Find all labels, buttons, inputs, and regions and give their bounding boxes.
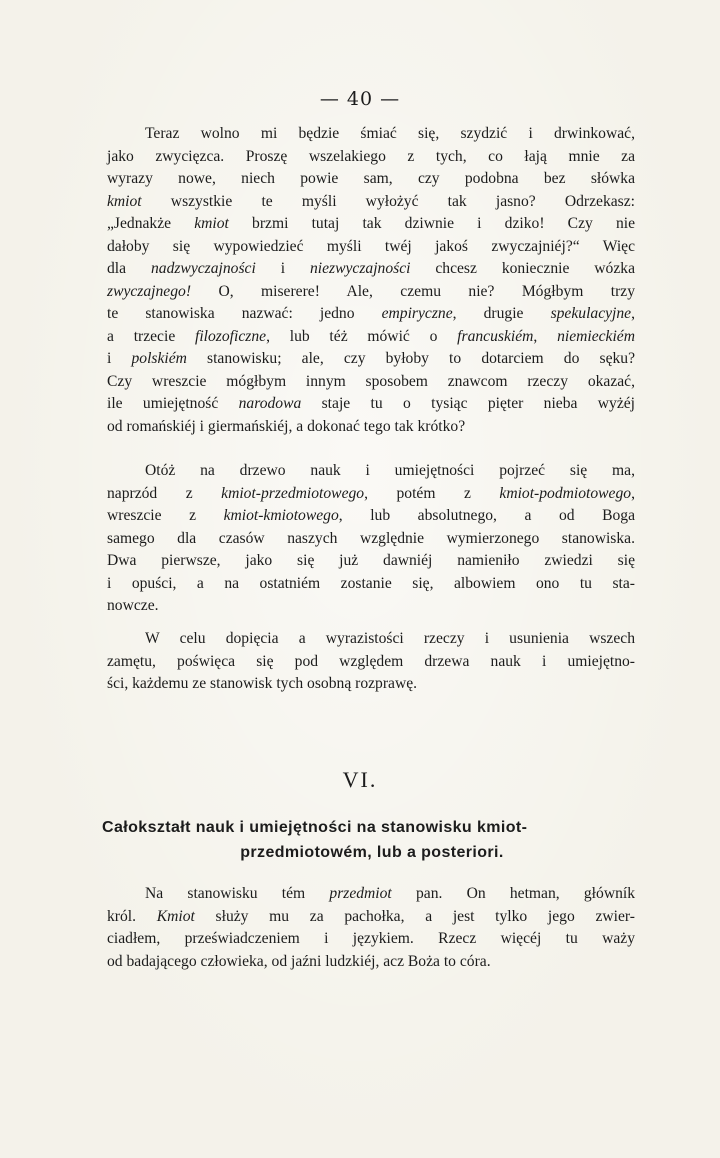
text-segment: „Jednakże xyxy=(107,215,195,232)
text-segment: , xyxy=(533,327,558,345)
paragraph-1 xyxy=(107,123,635,438)
text-line xyxy=(107,393,635,416)
text-segment: i xyxy=(255,260,310,277)
text-line: zamętu, poświęca się pod względem drzewa nauk i umiejętno- xyxy=(107,652,635,670)
italic-term: spekulacyjne xyxy=(550,305,632,322)
italic-term: zwyczajnego! xyxy=(107,282,192,300)
text-segment: służy mu za pachołka, a jest tylko jego zwier- xyxy=(194,907,635,925)
text-segment: , lub téż mówić o xyxy=(266,327,458,345)
text-segment: chcesz koniecznie wózka xyxy=(410,260,635,277)
text-line xyxy=(107,281,635,304)
italic-term: francuskiém xyxy=(457,327,534,345)
text-segment: , potém z xyxy=(364,484,500,502)
text-segment: a trzecie xyxy=(107,327,196,345)
text-line xyxy=(107,213,635,236)
text-line: Czy wreszcie mógłbym innym sposobem znawcom rzeczy okazać, xyxy=(107,372,635,390)
text-segment: , xyxy=(631,484,635,502)
text-segment: król. xyxy=(107,907,157,925)
text-line xyxy=(107,906,635,929)
text-line: Teraz wolno mi będzie śmiać się, szydzić i drwinkować, xyxy=(145,125,635,142)
text-segment: Na stanowisku tém xyxy=(145,885,330,902)
paragraph-4 xyxy=(107,883,635,973)
text-line xyxy=(107,505,635,528)
text-line xyxy=(107,191,635,214)
text-line: Otóż na drzewo nauk i umiejętności pojrzeć się ma, xyxy=(145,462,635,479)
text-line xyxy=(107,258,635,281)
text-line: W celu dopięcia a wyrazistości rzeczy i usunienia wszech xyxy=(145,630,635,647)
text-segment: O, miserere! Ale, czemu nie? Mógłbym trzy xyxy=(191,282,635,300)
text-line xyxy=(107,483,635,506)
italic-term: Kmiot xyxy=(156,907,195,925)
italic-term: narodowa xyxy=(238,395,302,412)
italic-term: filozoficzne xyxy=(195,327,267,345)
italic-term: niezwyczajności xyxy=(309,260,411,277)
section-title-line-2: przedmiotowém, lub a posteriori. xyxy=(240,844,504,861)
text-line: jako zwycięzca. Proszę wszelakiego z tych, co łają mnie za xyxy=(107,147,635,165)
italic-term: polskiém xyxy=(131,350,187,367)
text-line: Dwa pierwsze, jako się już dawniéj namieniło zwiedzi się xyxy=(107,552,635,569)
italic-term: empiryczne xyxy=(381,305,453,322)
section-number: VI. xyxy=(342,767,378,792)
page-number: — 40 — xyxy=(319,88,401,110)
text-line: nowcze. xyxy=(107,597,159,614)
section-title xyxy=(102,815,642,865)
text-line xyxy=(107,348,635,371)
text-line: dałoby się wypowiedzieć myśli twéj jakoś zwyczajniéj?“ Więc xyxy=(107,237,635,255)
text-line: ciadłem, przeświadczeniem i językiem. Rzecz więcéj tu waży xyxy=(107,930,635,947)
italic-term: kmiot-kmiotowego xyxy=(223,507,339,524)
text-segment: naprzód z xyxy=(107,484,222,502)
italic-term: kmiot xyxy=(194,215,229,232)
text-line: samego dla czasów naszych względnie wymierzonego stanowiska. xyxy=(107,529,635,547)
text-segment: i xyxy=(107,350,132,367)
text-line: i opuści, a na ostatniém zostanie się, albowiem ono tu sta- xyxy=(107,574,635,592)
text-line: od romańskiéj i giermańskiéj, a dokonać tego tak krótko? xyxy=(107,417,466,435)
text-line: wyrazy nowe, niech powie sam, czy podobna bez słówka xyxy=(107,170,635,187)
text-segment: staje tu o tysiąc pięter nieba wyżéj xyxy=(301,395,635,412)
text-segment: ile umiejętność xyxy=(107,395,239,412)
text-line xyxy=(107,883,635,906)
section-title-line-1: Całokształt nauk i umiejętności na stanowisku kmiot- xyxy=(102,819,528,836)
text-line xyxy=(107,303,635,326)
text-segment: dla xyxy=(107,260,151,277)
italic-term: przedmiot xyxy=(329,885,392,902)
text-segment: , lub absolutnego, a od Boga xyxy=(338,507,635,524)
text-segment: wreszcie z xyxy=(107,507,224,524)
text-line: ści, każdemu ze stanowisk tych osobną rozprawę. xyxy=(107,675,418,692)
paragraph-3 xyxy=(107,628,635,696)
text-segment: te stanowiska nazwać: jedno xyxy=(107,305,382,322)
text-line xyxy=(107,326,635,349)
italic-term: kmiot-podmiotowego xyxy=(499,484,632,502)
italic-term: kmiot-przedmiotowego xyxy=(221,484,365,502)
text-segment: , xyxy=(631,305,635,322)
text-segment: brzmi tutaj tak dziwnie i dziko! Czy nie xyxy=(228,215,636,232)
text-segment: pan. On hetman, główník xyxy=(391,885,636,902)
paragraph-2 xyxy=(107,460,635,618)
text-segment: wszystkie te myśli wyłożyć tak jasno? Odrzekasz: xyxy=(141,192,635,210)
italic-term: niemieckiém xyxy=(557,327,635,345)
italic-term: kmiot xyxy=(107,192,142,210)
text-line: od badającego człowieka, od jaźni ludzkiéj, acz Boża to córa. xyxy=(107,952,491,970)
italic-term: nadzwyczajności xyxy=(150,260,256,277)
text-segment: , drugie xyxy=(452,305,551,322)
text-segment: stanowisku; ale, czy byłoby to dotarciem do sęku? xyxy=(186,350,636,367)
